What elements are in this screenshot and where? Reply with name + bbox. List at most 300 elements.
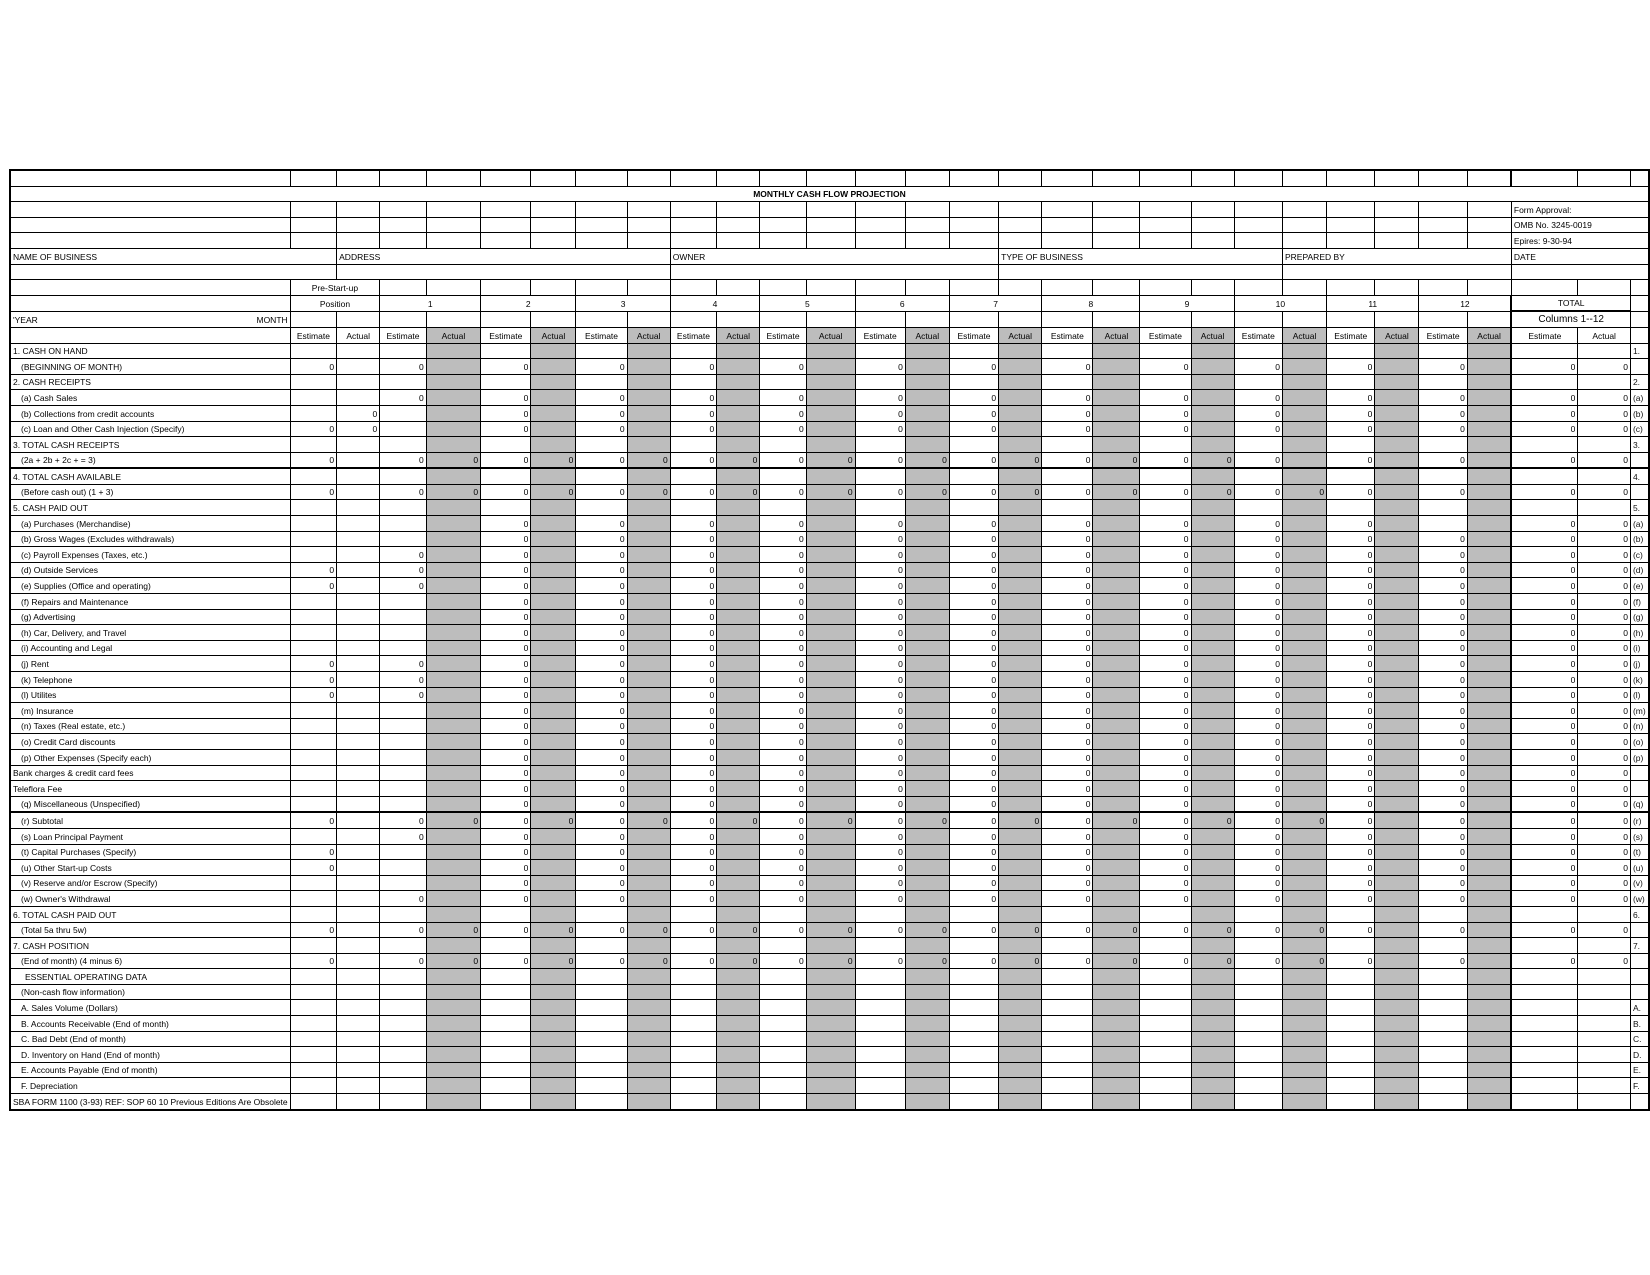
month-10-actual[interactable] [1283,969,1327,985]
blank-cell[interactable] [627,170,670,186]
month-6-estimate[interactable]: 0 [855,922,905,938]
month-1-estimate[interactable] [380,594,426,610]
month-2-actual[interactable] [531,374,576,390]
prestart-value[interactable] [290,594,336,610]
month-7-estimate[interactable]: 0 [949,452,998,468]
month-8-actual[interactable] [1093,1047,1140,1063]
month-5-estimate[interactable]: 0 [760,484,806,500]
blank-cell[interactable] [1375,233,1419,249]
month-10-estimate[interactable]: 0 [1234,672,1282,688]
month-2-estimate[interactable]: 0 [481,796,531,812]
month-9-estimate[interactable] [1140,906,1191,922]
month-11-estimate[interactable] [1327,1016,1375,1032]
blank-cell[interactable] [1375,217,1419,233]
month-8-estimate[interactable]: 0 [1042,687,1093,703]
month-5-estimate[interactable]: 0 [760,781,806,797]
month-1-estimate[interactable]: 0 [380,452,426,468]
blank-cell[interactable] [1042,233,1093,249]
prestart-value[interactable] [290,718,336,734]
month-4-estimate[interactable]: 0 [670,875,716,891]
prestart-value[interactable] [290,938,336,954]
month-3-actual[interactable] [627,796,670,812]
prestart-value[interactable] [337,1031,380,1047]
month-12-estimate[interactable] [1419,1000,1467,1016]
total-actual[interactable]: 0 [1578,547,1631,563]
month-9-actual[interactable] [1191,860,1234,876]
blank-cell[interactable] [1630,311,1649,327]
blank-cell[interactable] [1093,311,1140,327]
month-3-estimate[interactable]: 0 [576,922,627,938]
month-9-actual[interactable] [1191,656,1234,672]
total-estimate[interactable]: 0 [1511,891,1577,907]
month-1-actual[interactable] [426,547,480,563]
blank-cell[interactable] [481,202,531,218]
total-estimate[interactable] [1511,984,1577,1000]
month-1-estimate[interactable] [380,1062,426,1078]
total-actual[interactable]: 0 [1578,844,1631,860]
month-8-estimate[interactable]: 0 [1042,405,1093,421]
total-actual[interactable] [1578,500,1631,516]
month-2-estimate[interactable]: 0 [481,812,531,828]
prestart-value[interactable] [290,343,336,359]
blank-cell[interactable] [1419,217,1467,233]
month-1-actual[interactable] [426,828,480,844]
blank-cell[interactable] [806,280,855,296]
month-6-estimate[interactable] [855,938,905,954]
month-12-estimate[interactable]: 0 [1419,656,1467,672]
month-7-estimate[interactable] [949,343,998,359]
blank-cell[interactable] [10,202,290,218]
month-11-estimate[interactable]: 0 [1327,703,1375,719]
month-4-estimate[interactable] [670,500,716,516]
total-actual[interactable]: 0 [1578,703,1631,719]
total-actual[interactable]: 0 [1578,828,1631,844]
month-3-estimate[interactable]: 0 [576,656,627,672]
month-11-actual[interactable] [1375,938,1419,954]
total-actual[interactable]: 0 [1578,734,1631,750]
month-4-actual[interactable] [717,1047,760,1063]
month-9-actual[interactable] [1191,875,1234,891]
month-6-estimate[interactable]: 0 [855,953,905,969]
month-10-estimate[interactable] [1234,1000,1282,1016]
month-12-actual[interactable] [1467,718,1511,734]
month-10-estimate[interactable] [1234,468,1282,484]
month-3-estimate[interactable]: 0 [576,359,627,375]
month-12-actual[interactable] [1467,516,1511,532]
type-of-business-input[interactable] [999,264,1283,280]
blank-cell[interactable] [670,280,716,296]
month-2-actual[interactable]: 0 [531,922,576,938]
month-4-actual[interactable] [717,1062,760,1078]
month-2-actual[interactable] [531,844,576,860]
month-12-estimate[interactable] [1419,468,1467,484]
month-5-actual[interactable] [806,405,855,421]
month-6-actual[interactable] [905,374,949,390]
month-2-estimate[interactable]: 0 [481,703,531,719]
total-actual[interactable]: 0 [1578,562,1631,578]
month-2-estimate[interactable]: 0 [481,781,531,797]
blank-cell[interactable] [1234,1094,1282,1110]
month-12-estimate[interactable] [1419,343,1467,359]
month-4-estimate[interactable]: 0 [670,562,716,578]
month-8-estimate[interactable]: 0 [1042,562,1093,578]
month-3-estimate[interactable] [576,374,627,390]
month-7-actual[interactable] [999,374,1042,390]
month-6-actual[interactable] [905,609,949,625]
blank-cell[interactable] [717,233,760,249]
month-9-estimate[interactable] [1140,1047,1191,1063]
month-5-estimate[interactable] [760,374,806,390]
month-6-estimate[interactable]: 0 [855,891,905,907]
month-9-estimate[interactable]: 0 [1140,452,1191,468]
month-3-actual[interactable] [627,765,670,781]
month-4-estimate[interactable] [670,468,716,484]
month-8-estimate[interactable]: 0 [1042,749,1093,765]
month-10-estimate[interactable] [1234,437,1282,453]
month-7-actual[interactable]: 0 [999,812,1042,828]
month-1-actual[interactable] [426,390,480,406]
month-11-actual[interactable] [1375,500,1419,516]
month-12-estimate[interactable]: 0 [1419,734,1467,750]
month-12-estimate[interactable]: 0 [1419,875,1467,891]
month-9-estimate[interactable]: 0 [1140,718,1191,734]
month-9-actual[interactable] [1191,500,1234,516]
month-8-estimate[interactable]: 0 [1042,359,1093,375]
blank-cell[interactable] [1327,280,1375,296]
month-7-estimate[interactable]: 0 [949,860,998,876]
month-8-actual[interactable] [1093,609,1140,625]
total-estimate[interactable]: 0 [1511,765,1577,781]
blank-cell[interactable] [1375,202,1419,218]
month-4-estimate[interactable]: 0 [670,516,716,532]
month-1-estimate[interactable] [380,500,426,516]
month-8-actual[interactable] [1093,390,1140,406]
month-1-actual[interactable] [426,405,480,421]
month-9-estimate[interactable]: 0 [1140,578,1191,594]
month-5-actual[interactable] [806,906,855,922]
month-11-estimate[interactable] [1327,468,1375,484]
total-estimate[interactable]: 0 [1511,516,1577,532]
month-7-actual[interactable] [999,828,1042,844]
month-12-actual[interactable] [1467,452,1511,468]
month-11-estimate[interactable] [1327,1062,1375,1078]
month-5-estimate[interactable]: 0 [760,405,806,421]
prestart-value[interactable]: 0 [290,421,336,437]
month-2-actual[interactable] [531,749,576,765]
month-11-estimate[interactable]: 0 [1327,844,1375,860]
month-10-actual[interactable] [1283,343,1327,359]
blank-cell[interactable] [1375,1094,1419,1110]
total-actual[interactable]: 0 [1578,781,1631,797]
month-6-estimate[interactable] [855,437,905,453]
blank-cell[interactable] [1042,280,1093,296]
month-2-actual[interactable] [531,703,576,719]
month-10-estimate[interactable]: 0 [1234,421,1282,437]
month-6-actual[interactable] [905,984,949,1000]
month-12-actual[interactable] [1467,922,1511,938]
month-1-actual[interactable] [426,468,480,484]
month-1-estimate[interactable] [380,938,426,954]
month-7-estimate[interactable] [949,1031,998,1047]
prestart-value[interactable]: 0 [290,656,336,672]
month-2-estimate[interactable] [481,1047,531,1063]
month-12-estimate[interactable]: 0 [1419,452,1467,468]
month-4-actual[interactable] [717,781,760,797]
total-estimate[interactable]: 0 [1511,594,1577,610]
month-12-actual[interactable] [1467,906,1511,922]
month-11-actual[interactable] [1375,437,1419,453]
total-actual[interactable]: 0 [1578,405,1631,421]
month-7-estimate[interactable]: 0 [949,687,998,703]
month-12-estimate[interactable] [1419,938,1467,954]
month-12-estimate[interactable] [1419,1062,1467,1078]
total-estimate[interactable]: 0 [1511,703,1577,719]
month-12-actual[interactable] [1467,562,1511,578]
blank-cell[interactable] [1140,233,1191,249]
month-5-actual[interactable] [806,531,855,547]
month-5-actual[interactable] [806,1078,855,1094]
month-7-estimate[interactable]: 0 [949,562,998,578]
prestart-value[interactable] [337,749,380,765]
month-7-estimate[interactable]: 0 [949,640,998,656]
month-5-estimate[interactable]: 0 [760,562,806,578]
month-5-actual[interactable] [806,1047,855,1063]
month-5-actual[interactable] [806,609,855,625]
month-11-estimate[interactable]: 0 [1327,860,1375,876]
prestart-value[interactable] [337,390,380,406]
prestart-value[interactable] [337,343,380,359]
month-12-estimate[interactable]: 0 [1419,421,1467,437]
month-7-actual[interactable] [999,938,1042,954]
blank-cell[interactable] [337,1094,380,1110]
month-4-actual[interactable] [717,625,760,641]
month-2-estimate[interactable]: 0 [481,844,531,860]
month-11-actual[interactable] [1375,452,1419,468]
blank-cell[interactable] [905,217,949,233]
month-6-actual[interactable] [905,390,949,406]
prestart-value[interactable] [337,672,380,688]
total-actual[interactable]: 0 [1578,578,1631,594]
month-9-estimate[interactable]: 0 [1140,765,1191,781]
month-9-estimate[interactable]: 0 [1140,484,1191,500]
total-estimate[interactable] [1511,938,1577,954]
month-10-estimate[interactable]: 0 [1234,531,1282,547]
total-actual[interactable]: 0 [1578,875,1631,891]
blank-cell[interactable] [949,202,998,218]
month-10-actual[interactable]: 0 [1283,484,1327,500]
month-7-estimate[interactable]: 0 [949,390,998,406]
prestart-value[interactable] [337,562,380,578]
month-5-actual[interactable] [806,578,855,594]
month-5-estimate[interactable]: 0 [760,922,806,938]
month-6-actual[interactable]: 0 [905,953,949,969]
month-8-estimate[interactable]: 0 [1042,672,1093,688]
month-2-estimate[interactable]: 0 [481,860,531,876]
month-9-estimate[interactable] [1140,1062,1191,1078]
month-2-estimate[interactable]: 0 [481,922,531,938]
month-6-estimate[interactable]: 0 [855,860,905,876]
blank-cell[interactable] [1327,311,1375,327]
month-1-actual[interactable] [426,687,480,703]
prestart-value[interactable] [290,765,336,781]
total-actual[interactable] [1578,437,1631,453]
blank-cell[interactable] [576,280,627,296]
month-4-actual[interactable] [717,374,760,390]
blank-cell[interactable] [1140,280,1191,296]
month-9-actual[interactable] [1191,625,1234,641]
prestart-value[interactable] [290,781,336,797]
month-4-estimate[interactable] [670,906,716,922]
blank-cell[interactable] [481,233,531,249]
blank-cell[interactable] [1042,217,1093,233]
month-1-estimate[interactable] [380,1031,426,1047]
blank-cell[interactable] [1467,1094,1511,1110]
month-9-estimate[interactable]: 0 [1140,672,1191,688]
month-9-estimate[interactable]: 0 [1140,390,1191,406]
month-5-estimate[interactable] [760,500,806,516]
month-7-estimate[interactable]: 0 [949,594,998,610]
month-3-estimate[interactable]: 0 [576,562,627,578]
month-11-estimate[interactable] [1327,343,1375,359]
month-11-actual[interactable] [1375,687,1419,703]
month-11-estimate[interactable]: 0 [1327,922,1375,938]
blank-cell[interactable] [1283,202,1327,218]
month-6-actual[interactable] [905,718,949,734]
total-actual[interactable] [1578,906,1631,922]
month-6-estimate[interactable]: 0 [855,734,905,750]
month-11-actual[interactable] [1375,672,1419,688]
total-estimate[interactable] [1511,969,1577,985]
month-4-estimate[interactable] [670,1078,716,1094]
month-4-estimate[interactable] [670,1031,716,1047]
month-12-estimate[interactable]: 0 [1419,405,1467,421]
month-7-estimate[interactable]: 0 [949,749,998,765]
month-4-estimate[interactable]: 0 [670,672,716,688]
blank-cell[interactable] [426,233,480,249]
month-9-estimate[interactable] [1140,1031,1191,1047]
month-11-actual[interactable] [1375,891,1419,907]
blank-cell[interactable] [1375,170,1419,186]
month-10-estimate[interactable]: 0 [1234,578,1282,594]
month-6-estimate[interactable]: 0 [855,609,905,625]
month-12-estimate[interactable]: 0 [1419,828,1467,844]
month-12-estimate[interactable]: 0 [1419,718,1467,734]
month-8-actual[interactable] [1093,969,1140,985]
month-5-estimate[interactable] [760,1000,806,1016]
month-8-estimate[interactable] [1042,906,1093,922]
month-4-estimate[interactable]: 0 [670,594,716,610]
month-3-actual[interactable] [627,390,670,406]
month-6-estimate[interactable]: 0 [855,765,905,781]
prestart-value[interactable] [290,374,336,390]
month-10-actual[interactable] [1283,860,1327,876]
total-actual[interactable]: 0 [1578,860,1631,876]
month-12-estimate[interactable]: 0 [1419,609,1467,625]
month-12-estimate[interactable] [1419,1078,1467,1094]
month-2-actual[interactable] [531,1016,576,1032]
month-5-actual[interactable] [806,625,855,641]
month-3-estimate[interactable]: 0 [576,718,627,734]
month-7-estimate[interactable]: 0 [949,875,998,891]
month-3-actual[interactable] [627,468,670,484]
total-estimate[interactable]: 0 [1511,734,1577,750]
month-9-estimate[interactable] [1140,374,1191,390]
month-1-estimate[interactable] [380,796,426,812]
total-actual[interactable]: 0 [1578,718,1631,734]
month-10-actual[interactable] [1283,578,1327,594]
month-1-actual[interactable] [426,359,480,375]
month-6-actual[interactable] [905,781,949,797]
month-7-actual[interactable] [999,687,1042,703]
blank-cell[interactable] [380,170,426,186]
month-6-estimate[interactable] [855,374,905,390]
blank-cell[interactable] [855,311,905,327]
month-8-actual[interactable] [1093,547,1140,563]
month-1-estimate[interactable] [380,640,426,656]
month-9-actual[interactable] [1191,781,1234,797]
month-1-estimate[interactable]: 0 [380,578,426,594]
month-11-actual[interactable] [1375,625,1419,641]
blank-cell[interactable] [1093,280,1140,296]
month-7-estimate[interactable] [949,500,998,516]
month-2-actual[interactable] [531,828,576,844]
row-reference-note[interactable] [1630,984,1649,1000]
month-12-actual[interactable] [1467,1078,1511,1094]
blank-cell[interactable] [481,217,531,233]
total-estimate[interactable]: 0 [1511,672,1577,688]
blank-cell[interactable] [1419,233,1467,249]
month-5-actual[interactable] [806,594,855,610]
month-12-actual[interactable] [1467,984,1511,1000]
month-4-actual[interactable]: 0 [717,953,760,969]
blank-cell[interactable] [380,233,426,249]
month-11-estimate[interactable]: 0 [1327,562,1375,578]
total-actual[interactable]: 0 [1578,531,1631,547]
month-10-actual[interactable] [1283,1000,1327,1016]
month-12-estimate[interactable]: 0 [1419,547,1467,563]
month-8-estimate[interactable]: 0 [1042,781,1093,797]
blank-cell[interactable] [1191,202,1234,218]
month-3-estimate[interactable]: 0 [576,421,627,437]
month-12-estimate[interactable]: 0 [1419,812,1467,828]
month-11-estimate[interactable]: 0 [1327,765,1375,781]
month-4-estimate[interactable] [670,343,716,359]
month-7-actual[interactable]: 0 [999,484,1042,500]
month-7-actual[interactable] [999,359,1042,375]
prestart-value[interactable]: 0 [290,844,336,860]
month-8-actual[interactable] [1093,1031,1140,1047]
month-11-actual[interactable] [1375,578,1419,594]
month-4-actual[interactable]: 0 [717,452,760,468]
month-6-actual[interactable] [905,828,949,844]
prestart-value[interactable] [337,640,380,656]
month-3-actual[interactable] [627,1016,670,1032]
month-4-actual[interactable]: 0 [717,484,760,500]
month-5-estimate[interactable]: 0 [760,547,806,563]
month-8-estimate[interactable]: 0 [1042,484,1093,500]
prestart-value[interactable] [337,860,380,876]
prestart-value[interactable] [337,984,380,1000]
blank-cell[interactable] [1419,280,1467,296]
month-4-actual[interactable] [717,938,760,954]
month-12-estimate[interactable]: 0 [1419,562,1467,578]
prestart-value[interactable] [290,516,336,532]
blank-cell[interactable] [1042,1094,1093,1110]
month-10-estimate[interactable] [1234,1078,1282,1094]
month-10-estimate[interactable] [1234,938,1282,954]
month-3-actual[interactable] [627,405,670,421]
month-4-estimate[interactable] [670,1016,716,1032]
